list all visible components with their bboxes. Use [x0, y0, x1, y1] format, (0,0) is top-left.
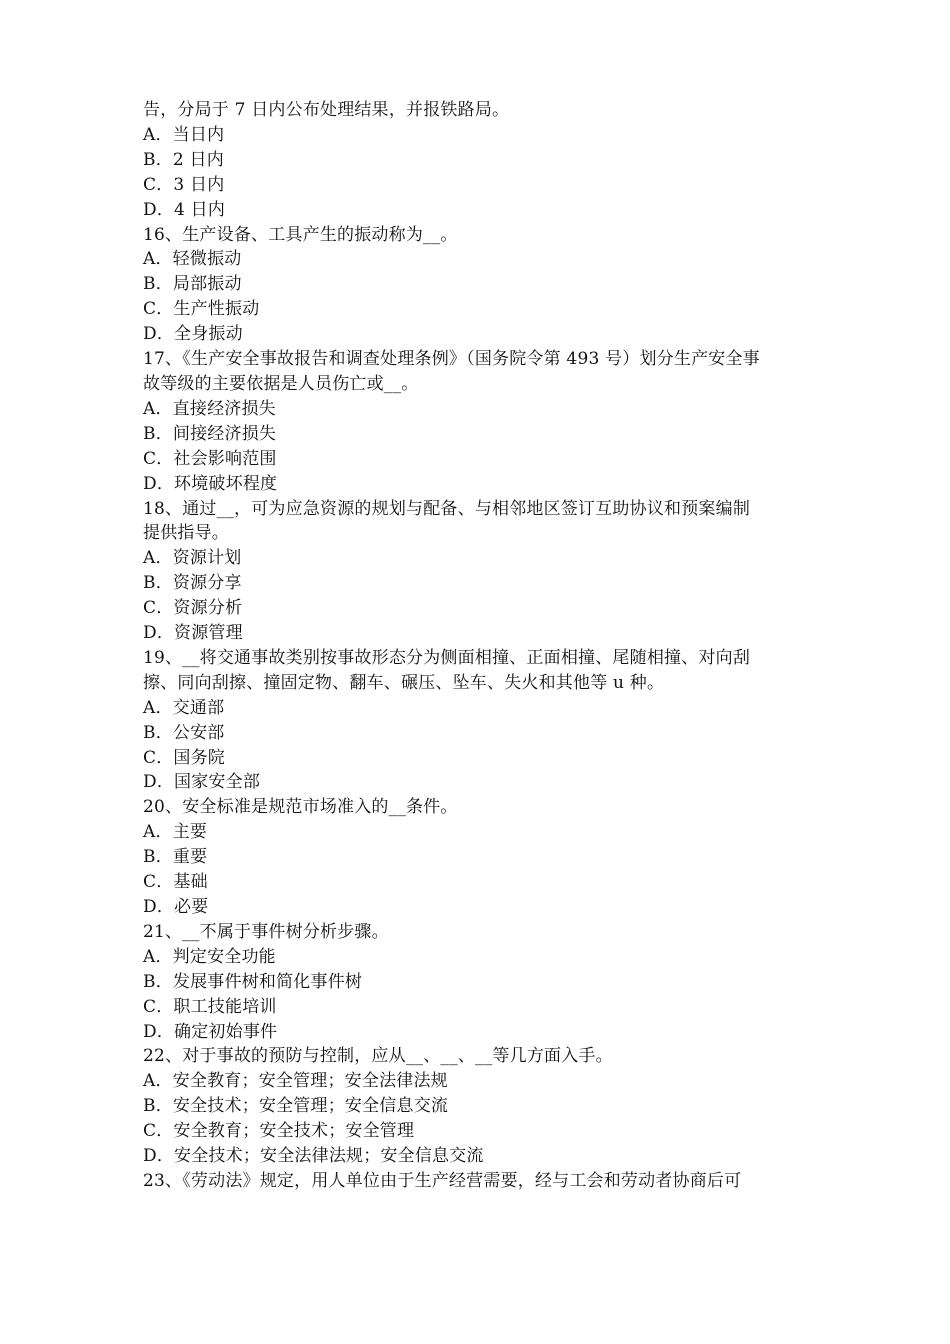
option-b: B．公安部	[143, 722, 225, 743]
option-d: D．资源管理	[143, 623, 243, 644]
question-text-line: 21、__不属于事件树分析步骤。	[143, 921, 389, 942]
question-text-line: 19、__将交通事故类别按事故形态分为侧面相撞、正面相撞、尾随相撞、对向刮	[143, 647, 751, 668]
question-23	[143, 1169, 823, 1194]
question-text-line: 20、安全标准是规范市场准入的__条件。	[143, 797, 458, 818]
option-c: C．基础	[143, 872, 208, 893]
option-a: A．交通部	[143, 697, 225, 718]
option-d: D．环境破坏程度	[143, 473, 278, 494]
option-a: A．资源计划	[143, 548, 242, 569]
option-d: D．必要	[143, 897, 209, 917]
question-15-continuation	[143, 98, 823, 223]
option-c: C．职工技能培训	[143, 996, 277, 1017]
option-a: A．主要	[143, 822, 208, 843]
option-a: A．直接经济损失	[143, 398, 276, 419]
option-b: B．安全技术；安全管理；安全信息交流	[143, 1096, 449, 1117]
question-text-line: 22、对于事故的预防与控制，应从__、__、__等几方面入手。	[143, 1046, 613, 1067]
option-d: D．确定初始事件	[143, 1021, 278, 1042]
option-c: C．生产性振动	[143, 299, 260, 320]
option-d: D．安全技术；安全法律法规；安全信息交流	[143, 1146, 484, 1167]
question-17	[143, 347, 823, 496]
question-text-line: 23、《劳动法》规定，用人单位由于生产经营需要，经与工会和劳动者协商后可	[143, 1170, 742, 1191]
option-b: B．发展事件树和简化事件树	[143, 971, 363, 992]
option-d: D．国家安全部	[143, 772, 261, 793]
question-text-line: 18、通过__，可为应急资源的规划与配备、与相邻地区签订互助协议和预案编制	[143, 498, 751, 519]
option-d: D．全身振动	[143, 324, 243, 345]
question-22	[143, 1044, 823, 1169]
option-b: B．2 日内	[143, 149, 224, 170]
option-d: D．4 日内	[143, 199, 226, 220]
option-b: B．局部振动	[143, 274, 242, 295]
question-text-line: 擦、同向刮擦、撞固定物、翻车、碾压、坠车、失火和其他等 u 种。	[143, 672, 665, 693]
question-20	[143, 795, 823, 920]
option-a: A．轻微振动	[143, 249, 242, 270]
question-text-line: 17、《生产安全事故报告和调查处理条例》（国务院令第 493 号）划分生产安全事	[143, 349, 760, 370]
question-18	[143, 497, 823, 646]
option-c: C．国务院	[143, 747, 226, 768]
question-text-line: 故等级的主要依据是人员伤亡或__。	[143, 373, 419, 394]
question-16	[143, 223, 823, 348]
question-19	[143, 646, 823, 795]
option-b: B．间接经济损失	[143, 423, 277, 444]
option-b: B．资源分享	[143, 573, 242, 594]
option-c: C．安全教育；安全技术；安全管理	[143, 1121, 415, 1142]
option-b: B．重要	[143, 847, 208, 868]
document-body	[143, 98, 823, 1194]
question-text-line: 告，分局于 7 日内公布处理结果，并报铁路局。	[143, 100, 510, 120]
question-text-line: 16、生产设备、工具产生的振动称为__。	[143, 224, 458, 245]
option-c: C．资源分析	[143, 598, 243, 619]
question-text-line: 提供指导。	[143, 523, 229, 544]
option-c: C．3 日内	[143, 174, 225, 195]
option-a: A．当日内	[143, 124, 225, 145]
option-a: A．安全教育；安全管理；安全法律法规	[143, 1071, 448, 1092]
option-c: C．社会影响范围	[143, 448, 277, 469]
option-a: A．判定安全功能	[143, 946, 276, 967]
question-21	[143, 920, 823, 1045]
